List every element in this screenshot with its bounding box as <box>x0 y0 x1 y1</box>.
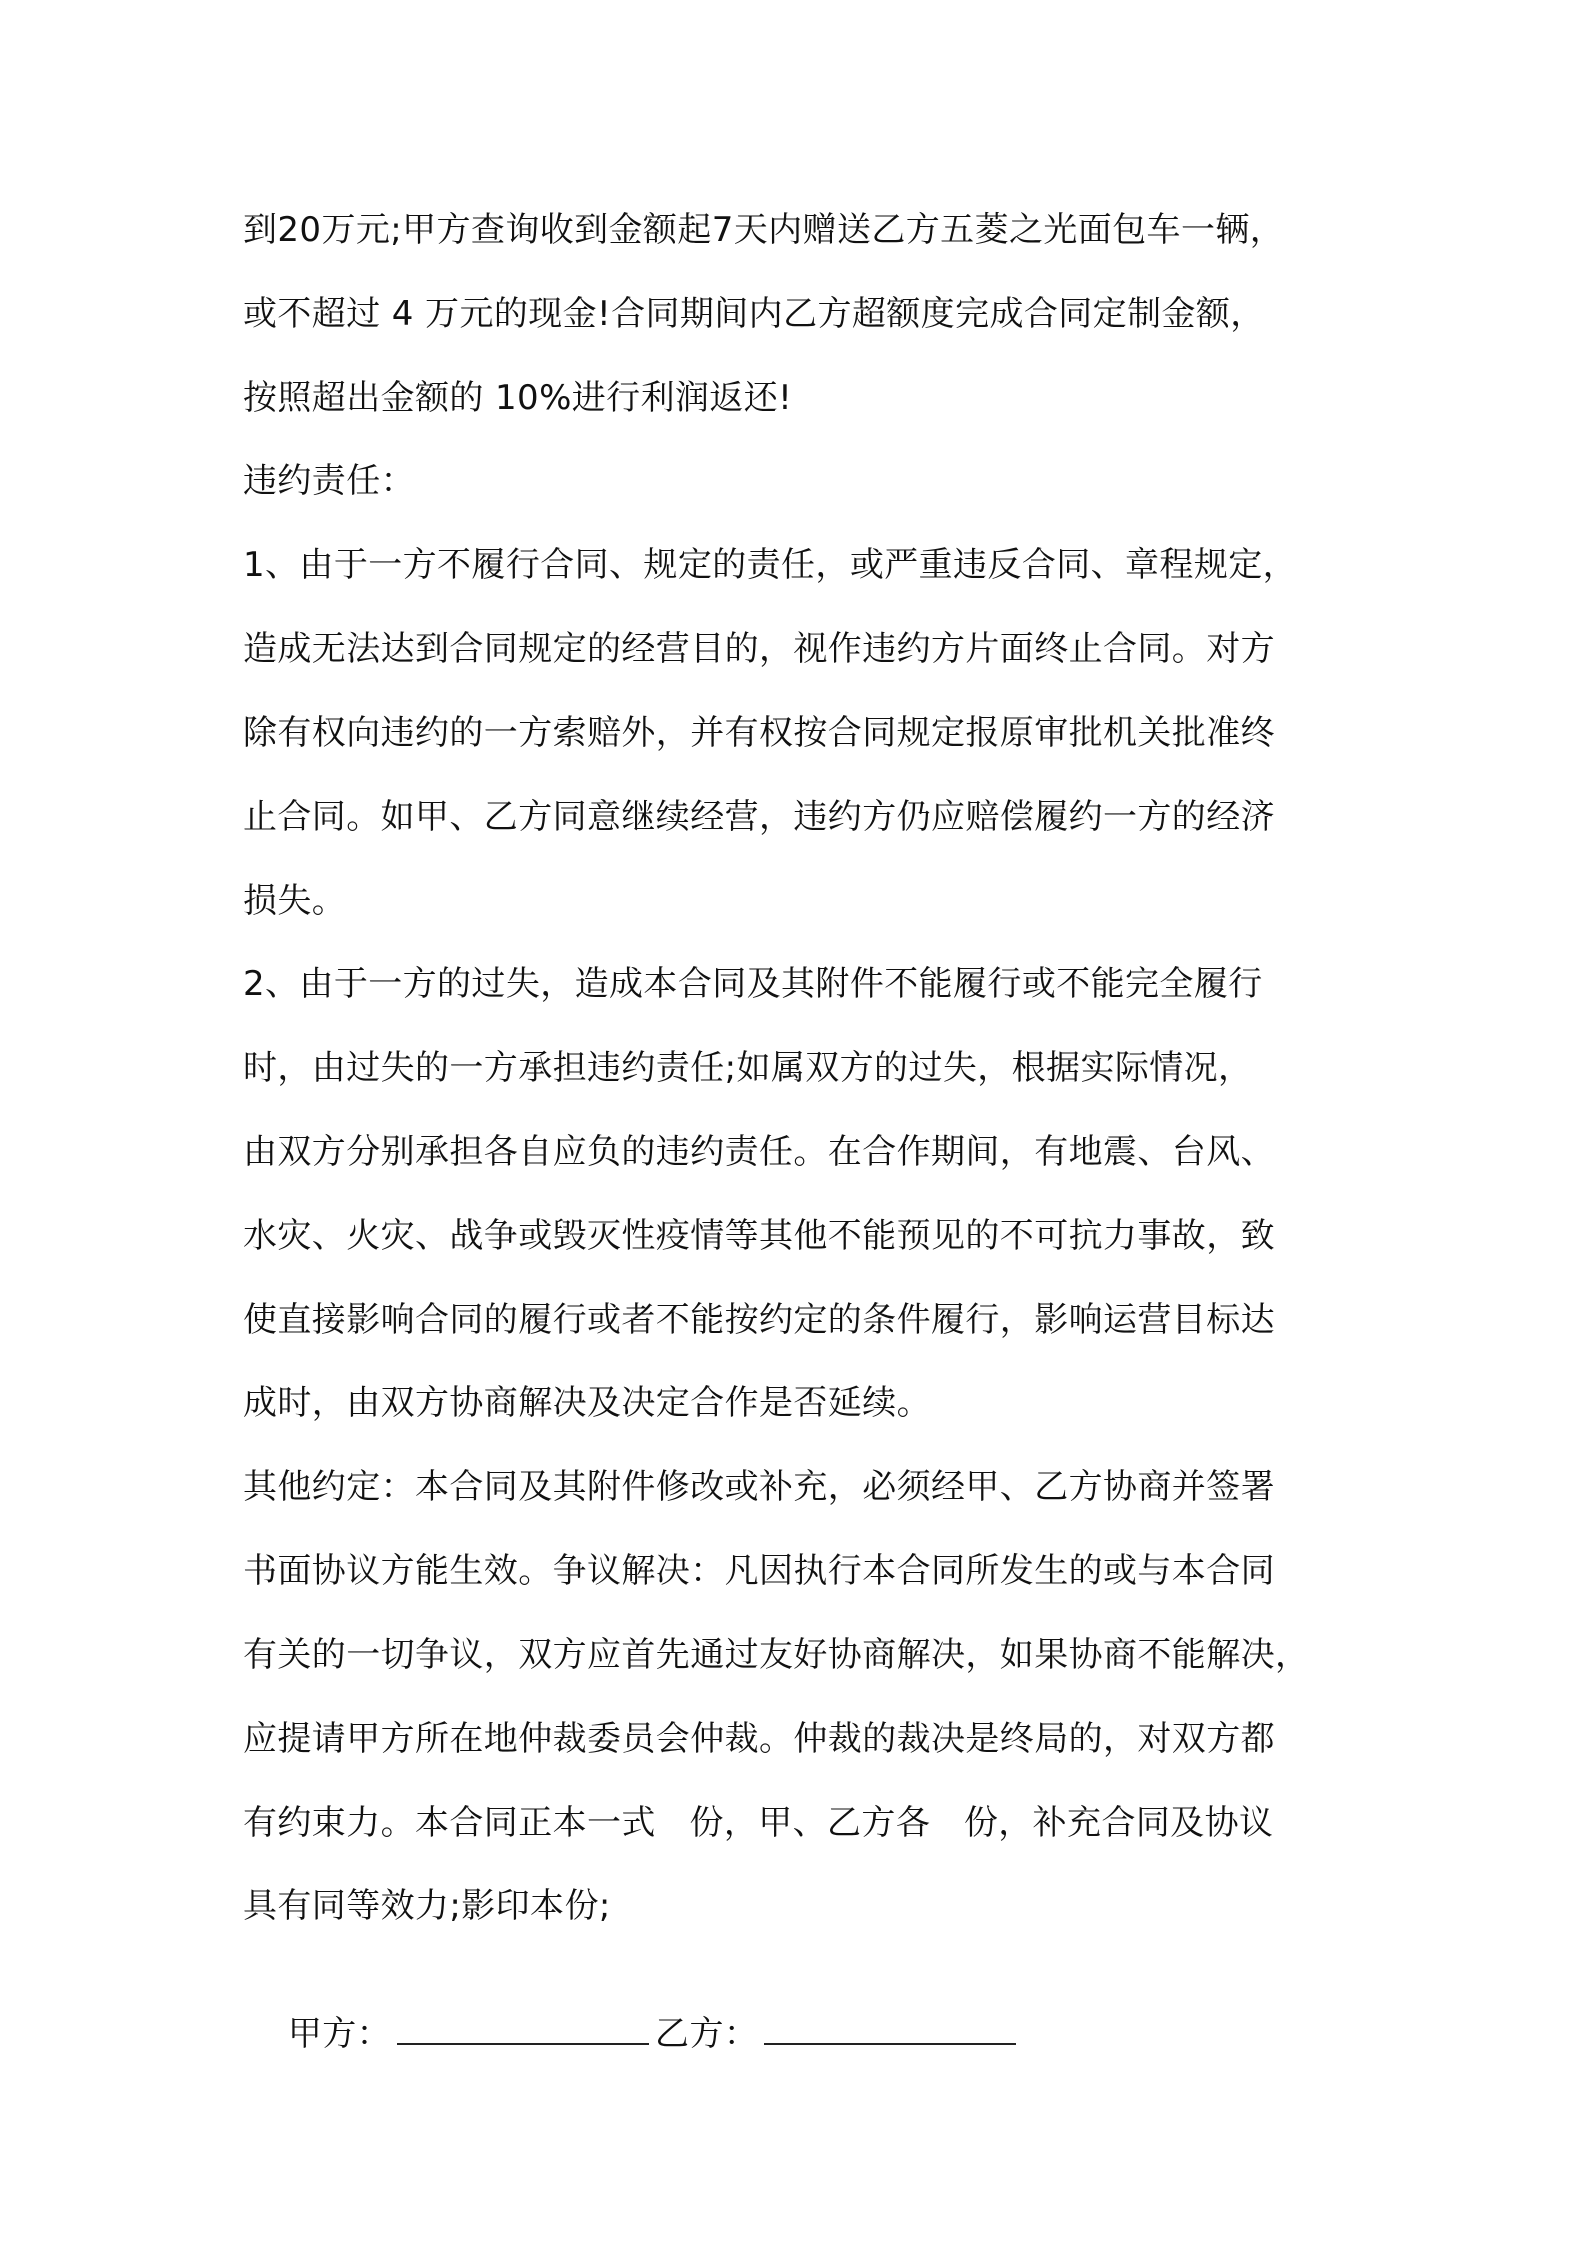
text-line-14: 使直接影响合同的履行或者不能按约定的条件履行，影响运营目标达 <box>243 1300 1275 1340</box>
text-line-12: 由双方分别承担各自应负的违约责任。在合作期间，有地震、台风、 <box>243 1132 1275 1172</box>
party-a-signature-line <box>397 2013 649 2045</box>
text-line-18: 有关的一切争议，双方应首先通过友好协商解决，如果协商不能解决， <box>243 1635 1310 1675</box>
text-line-8: 止合同。如甲、乙方同意继续经营，违约方仍应赔偿履约一方的经济 <box>243 797 1275 837</box>
text-line-5: 1、由于一方不履行合同、规定的责任，或严重违反合同、章程规定， <box>243 545 1298 585</box>
text-line-16: 其他约定：本合同及其附件修改或补充，必须经甲、乙方协商并签署 <box>243 1467 1275 1507</box>
text-line-9: 损失。 <box>243 881 347 921</box>
text-line-21: 具有同等效力;影印本份; <box>243 1886 611 1926</box>
text-line-13: 水灾、火灾、战争或毁灭性疫情等其他不能预见的不可抗力事故，致 <box>243 1216 1275 1256</box>
text-line-2: 或不超过 4 万元的现金!合同期间内乙方超额度完成合同定制金额， <box>243 294 1265 334</box>
text-line-10: 2、由于一方的过失，造成本合同及其附件不能履行或不能完全履行 <box>243 964 1263 1004</box>
text-line-11: 时，由过失的一方承担违约责任;如属双方的过失，根据实际情况， <box>243 1048 1253 1088</box>
text-line-17: 书面协议方能生效。争议解决：凡因执行本合同所发生的或与本合同 <box>243 1551 1275 1591</box>
text-line-7: 除有权向违约的一方索赔外，并有权按合同规定报原审批机关批准终 <box>243 713 1275 753</box>
text-line-15: 成时，由双方协商解决及决定合作是否延续。 <box>243 1383 931 1423</box>
text-line-6: 造成无法达到合同规定的经营目的，视作违约方片面终止合同。对方 <box>243 629 1275 669</box>
text-line-19: 应提请甲方所在地仲裁委员会仲裁。仲裁的裁决是终局的，对双方都 <box>243 1719 1275 1759</box>
party-b-label: 乙方： <box>655 2014 759 2054</box>
text-line-1: 到20万元;甲方查询收到金额起7天内赠送乙方五菱之光面包车一辆， <box>243 210 1285 250</box>
signature-row <box>243 1968 1022 2054</box>
party-b-signature-line <box>764 2013 1016 2045</box>
section-heading-breach: 违约责任： <box>243 461 415 501</box>
party-a-label: 甲方： <box>287 2014 392 2054</box>
text-line-20: 有约束力。本合同正本一式 份，甲、乙方各 份，补充合同及协议 <box>243 1803 1274 1843</box>
text-line-3: 按照超出金额的 10%进行利润返还! <box>243 378 793 418</box>
